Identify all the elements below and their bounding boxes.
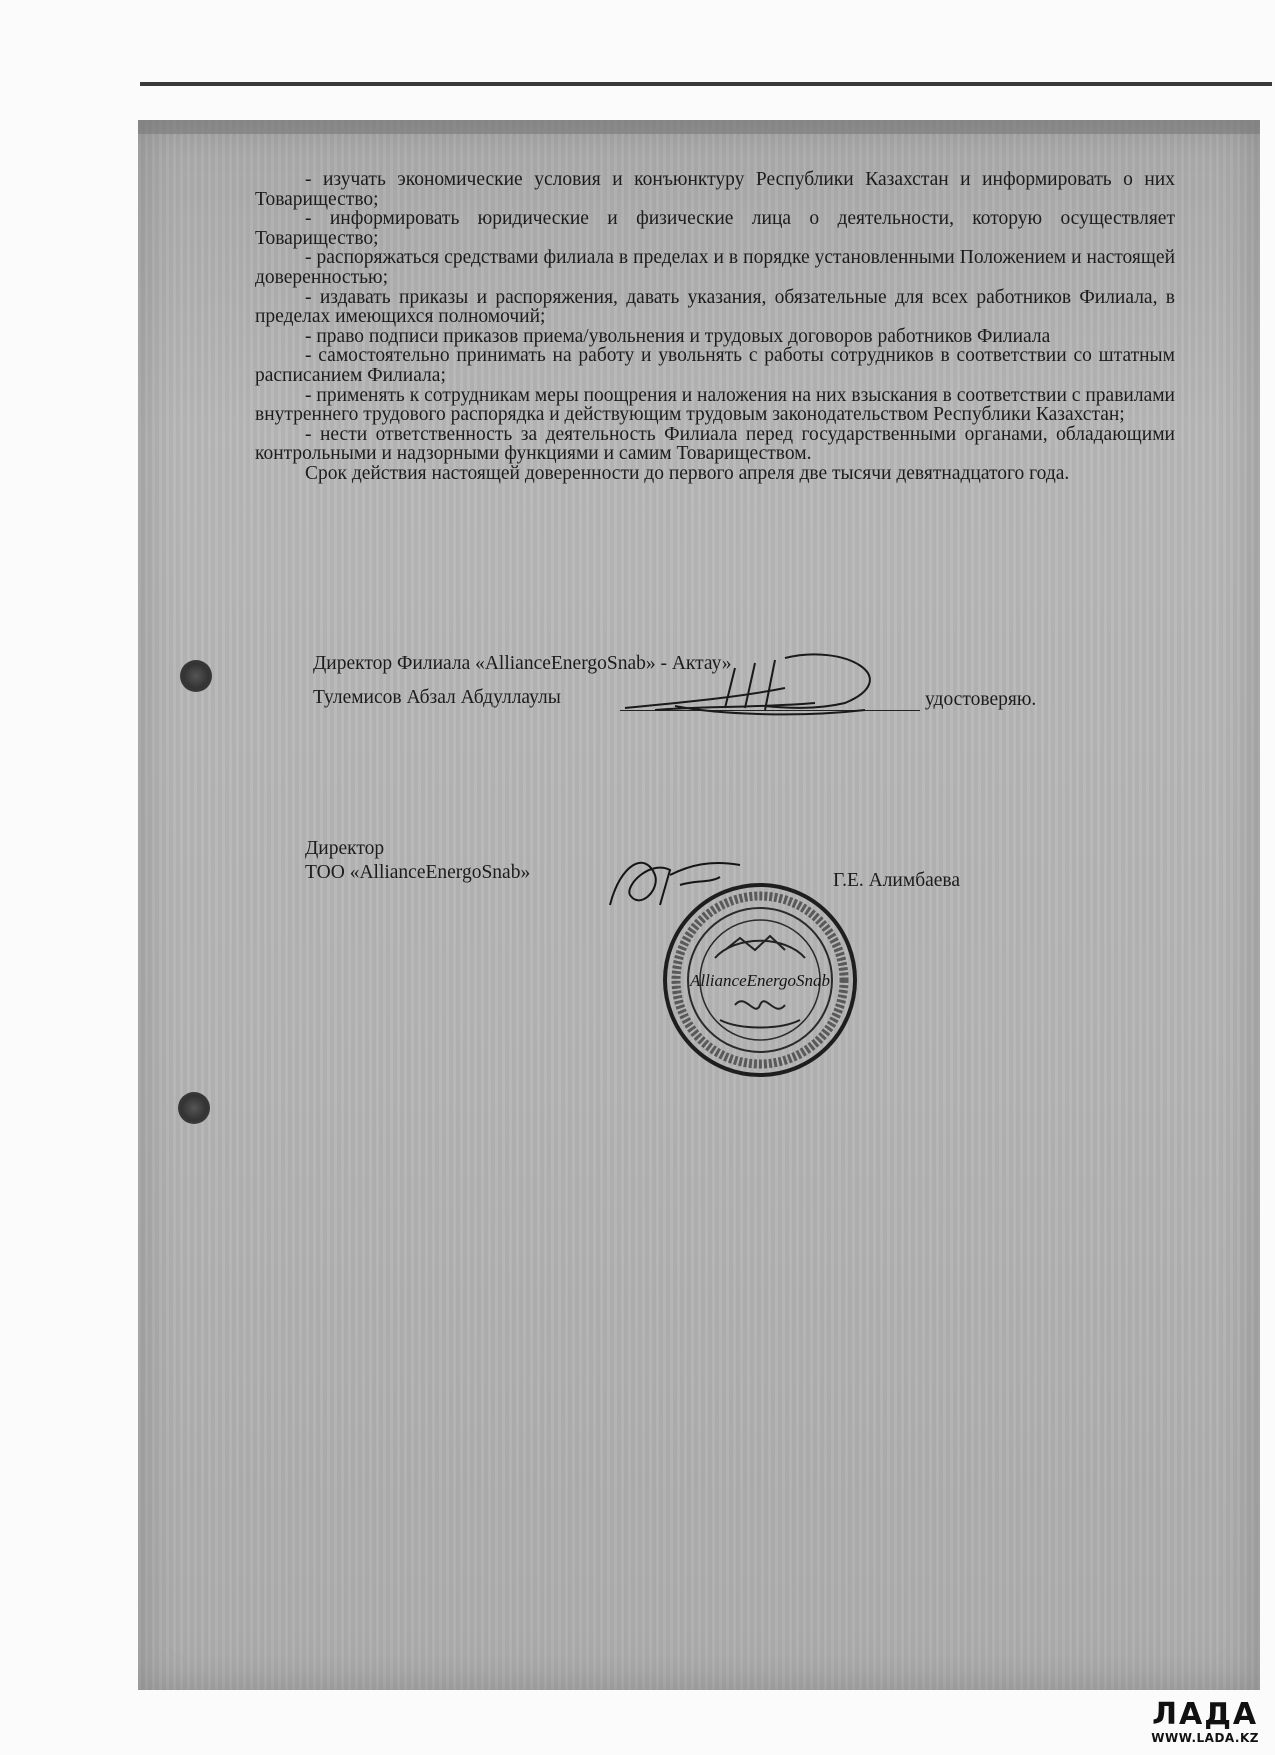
seal-center-text: AllianceEnergoSnab (689, 971, 831, 990)
punch-hole-bottom (178, 1092, 210, 1124)
paragraph-1: - изучать экономические условия и конъюнктуру Республики Казахстан и информировать о них Товарищество; (255, 169, 1175, 210)
lada-url: WWW.LADA.KZ (1151, 1731, 1259, 1745)
certify-label: удостоверяю. (925, 689, 1037, 710)
company-director-title: Директор (305, 838, 385, 859)
paragraph-8: - нести ответственность за деятельность Филиала перед государственными органами, обладающими контрольными и надзорными функциями и самим Товариществом. (255, 423, 1175, 465)
paragraph-6: - самостоятельно принимать на работу и увольнять с работы сотрудников в соответствии со штатным расписанием Филиала; (255, 345, 1175, 386)
company-director-name: Г.Е. Алимбаева (833, 870, 961, 891)
punch-hole-top (180, 660, 212, 692)
branch-director-name: Тулемисов Абзал Абдуллаулы (313, 687, 561, 708)
company-seal (660, 880, 860, 1080)
scan-edge-band (138, 120, 1260, 134)
top-rule (140, 82, 1272, 86)
branch-director-signature (615, 648, 895, 723)
paragraph-2: - информировать юридические и физические лица о деятельности, которую осуществляет Товарищество; (255, 208, 1175, 249)
document-body (255, 170, 1175, 484)
paragraph-7: - применять к сотрудникам меры поощрения и наложения на них взыскания в соответствии с правилами внутреннего трудового распорядка и действующим трудовым законодательством Республики Казахстан; (255, 384, 1175, 426)
paragraph-5: - право подписи приказов приема/увольнения и трудовых договоров работников Филиала (305, 325, 1051, 347)
paragraph-3: - распоряжаться средствами филиала в пределах и в порядке установленными Положением и настоящей доверенностью; (255, 247, 1175, 288)
lada-watermark (1151, 1699, 1259, 1745)
company-name: ТОО «AllianceEnergoSnab» (305, 862, 531, 883)
validity-paragraph: Срок действия настоящей доверенности до первого апреля две тысячи девятнадцатого года. (305, 462, 1070, 484)
branch-director-title: Директор Филиала «AllianceEnergoSnab» - Актау» (313, 653, 732, 674)
paragraph-4: - издавать приказы и распоряжения, давать указания, обязательные для всех работников Филиала, в пределах имеющихся полномочий; (255, 286, 1175, 328)
lada-logo-text: ЛАДА (1152, 1697, 1259, 1732)
